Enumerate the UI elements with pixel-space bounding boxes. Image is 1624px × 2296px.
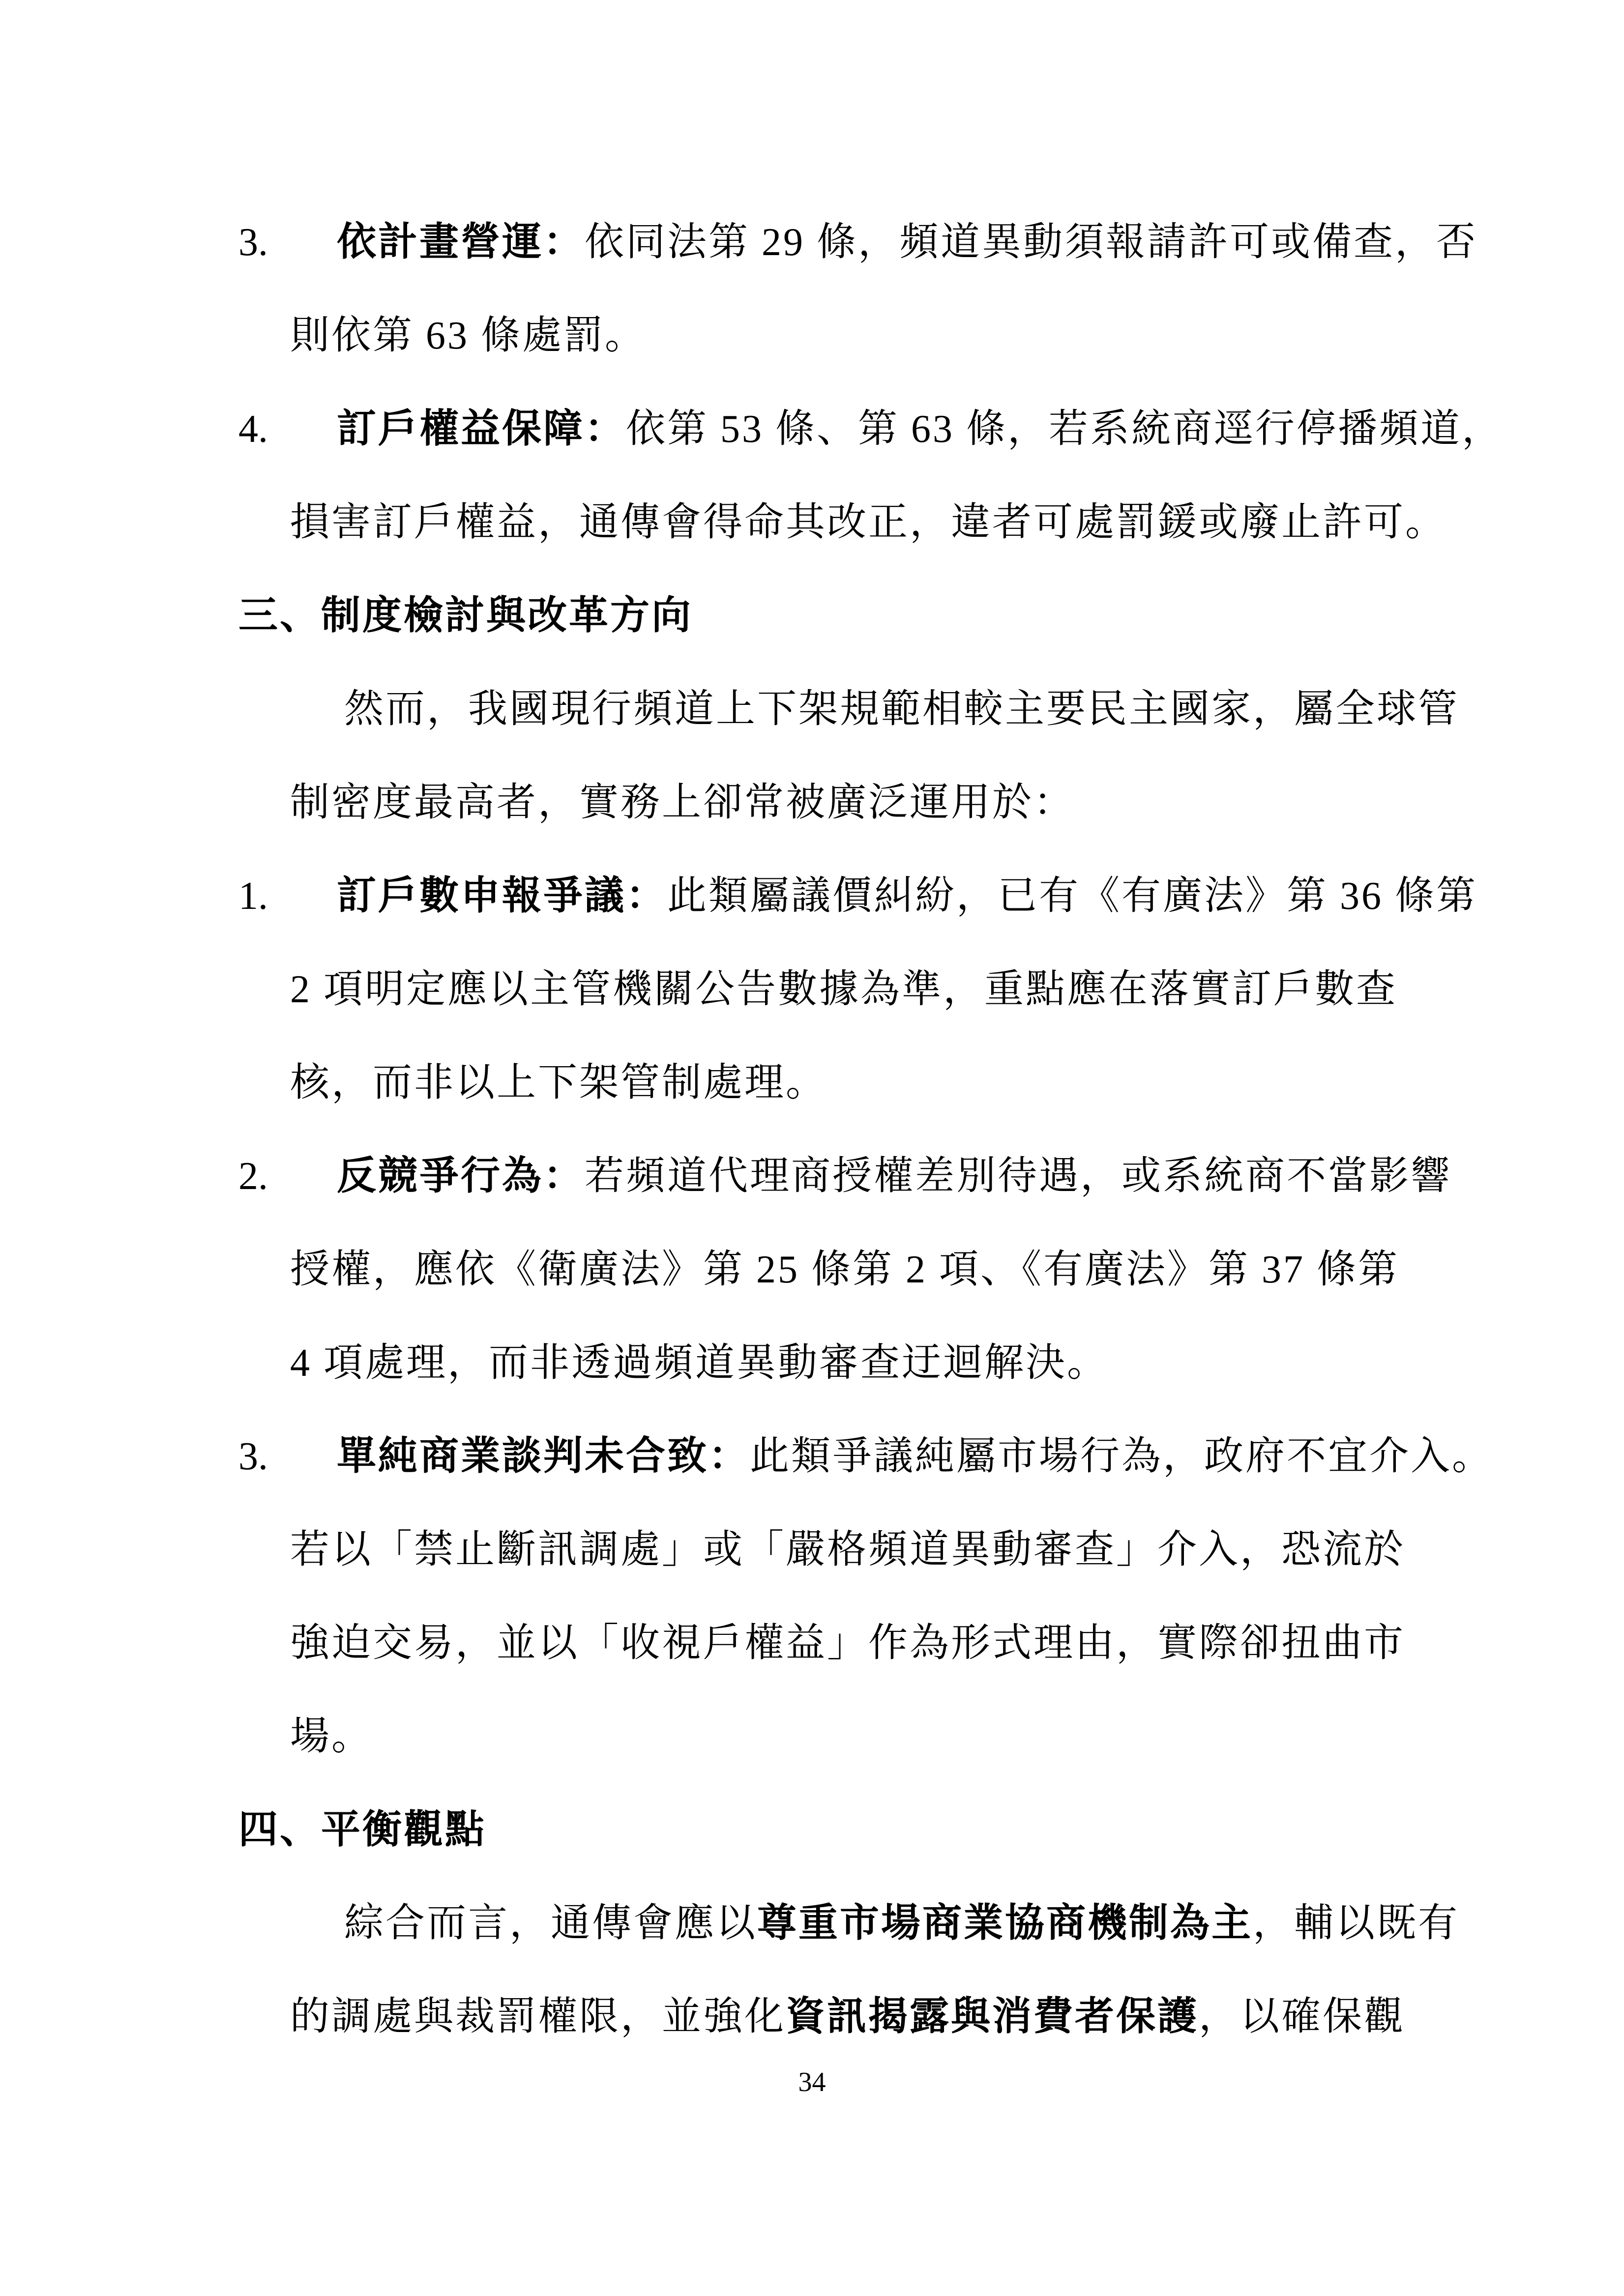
paragraph-bold-text: 資訊揭露與消費者保護 <box>786 1995 1199 2038</box>
list-item-continuation-line: 若以「禁止斷訊調處」或「嚴格頻道異動審查」介入，恐流於 <box>290 1528 1405 1571</box>
list-item-continuation-line: 強迫交易，並以「收視戶權益」作為形式理由，實際卻扭曲市 <box>290 1622 1405 1665</box>
list-item-first-line <box>238 196 1624 289</box>
list-item-text: 若頻道代理商授權差別待遇，或系統商不當影響 <box>585 1155 1452 1198</box>
list-item-term: 單純商業談判未合致： <box>337 1435 750 1478</box>
list-item-number: 4. <box>238 407 268 451</box>
list-item-first-line <box>238 1130 1624 1223</box>
list-item-first-line <box>238 382 1624 476</box>
list-item-number: 1. <box>238 874 268 918</box>
list-item-continuation-line: 損害訂戶權益，通傳會得命其改正，違者可處罰鍰或廢止許可。 <box>290 501 1447 544</box>
page-number: 34 <box>798 2067 826 2097</box>
list-item-subscriber-rights <box>0 382 1624 569</box>
list-item-text: 此類屬議價糾紛，已有《有廣法》第 36 條第 <box>667 874 1477 918</box>
paragraph-line: 制密度最高者，實務上卻常被廣泛運用於： <box>290 781 1075 824</box>
paragraph-line: 然而，我國現行頻道上下架規範相較主要民主國家，屬全球管 <box>344 688 1459 731</box>
section-heading: 三、制度檢討與改革方向 <box>238 594 693 638</box>
list-item-number: 3. <box>238 221 268 264</box>
list-item-continuation-line: 授權，應依《衛廣法》第 25 條第 2 項、《有廣法》第 37 條第 <box>290 1248 1399 1291</box>
section-heading: 四、平衡觀點 <box>238 1808 486 1852</box>
list-item-continuation-line: 2 項明定應以主管機關公告數據為準，重點應在落實訂戶數查 <box>290 968 1397 1011</box>
list-item-anticompetitive-conduct <box>0 1130 1624 1410</box>
section-three <box>0 569 1624 849</box>
paragraph-bold-text: 尊重市場商業協商機制為主 <box>757 1902 1253 1945</box>
list-item-number: 2. <box>238 1155 268 1198</box>
list-item-commercial-negotiation <box>0 1410 1624 1783</box>
list-item-first-line <box>238 849 1624 943</box>
list-item-term: 訂戶權益保障： <box>337 407 626 451</box>
list-item-term: 訂戶數申報爭議： <box>337 874 667 918</box>
list-item-continuation-line: 場。 <box>290 1715 373 1758</box>
paragraph-text: ，輔以既有 <box>1253 1902 1459 1945</box>
list-item-term: 反競爭行為： <box>337 1155 585 1198</box>
list-item-text: 此類爭議純屬市場行為，政府不宜介入。 <box>750 1435 1493 1478</box>
list-item-first-line <box>238 1410 1624 1503</box>
list-item-text: 依第 53 條、第 63 條，若系統商逕行停播頻道， <box>626 407 1503 451</box>
list-item-continuation-line: 4 項處理，而非透過頻道異動審查迂迴解決。 <box>290 1341 1108 1385</box>
section-four <box>0 1783 1624 2063</box>
paragraph-text: 的調處與裁罰權限，並強化 <box>290 1995 786 2038</box>
list-item-continuation-line: 則依第 63 條處罰。 <box>290 314 646 357</box>
paragraph-text: 綜合而言，通傳會應以 <box>344 1902 757 1945</box>
list-item-continuation-line: 核，而非以上下架管制處理。 <box>290 1061 827 1104</box>
paragraph-text: ，以確保觀 <box>1199 1995 1405 2038</box>
list-item-plan-operation <box>0 196 1624 382</box>
list-item-text: 依同法第 29 條，頻道異動須報請許可或備查，否 <box>585 221 1477 264</box>
list-item-subscriber-count-dispute <box>0 849 1624 1130</box>
list-item-term: 依計畫營運： <box>337 221 585 264</box>
list-item-number: 3. <box>238 1435 268 1478</box>
paragraph-line <box>290 1970 1624 2063</box>
paragraph-line <box>344 1877 1624 1970</box>
